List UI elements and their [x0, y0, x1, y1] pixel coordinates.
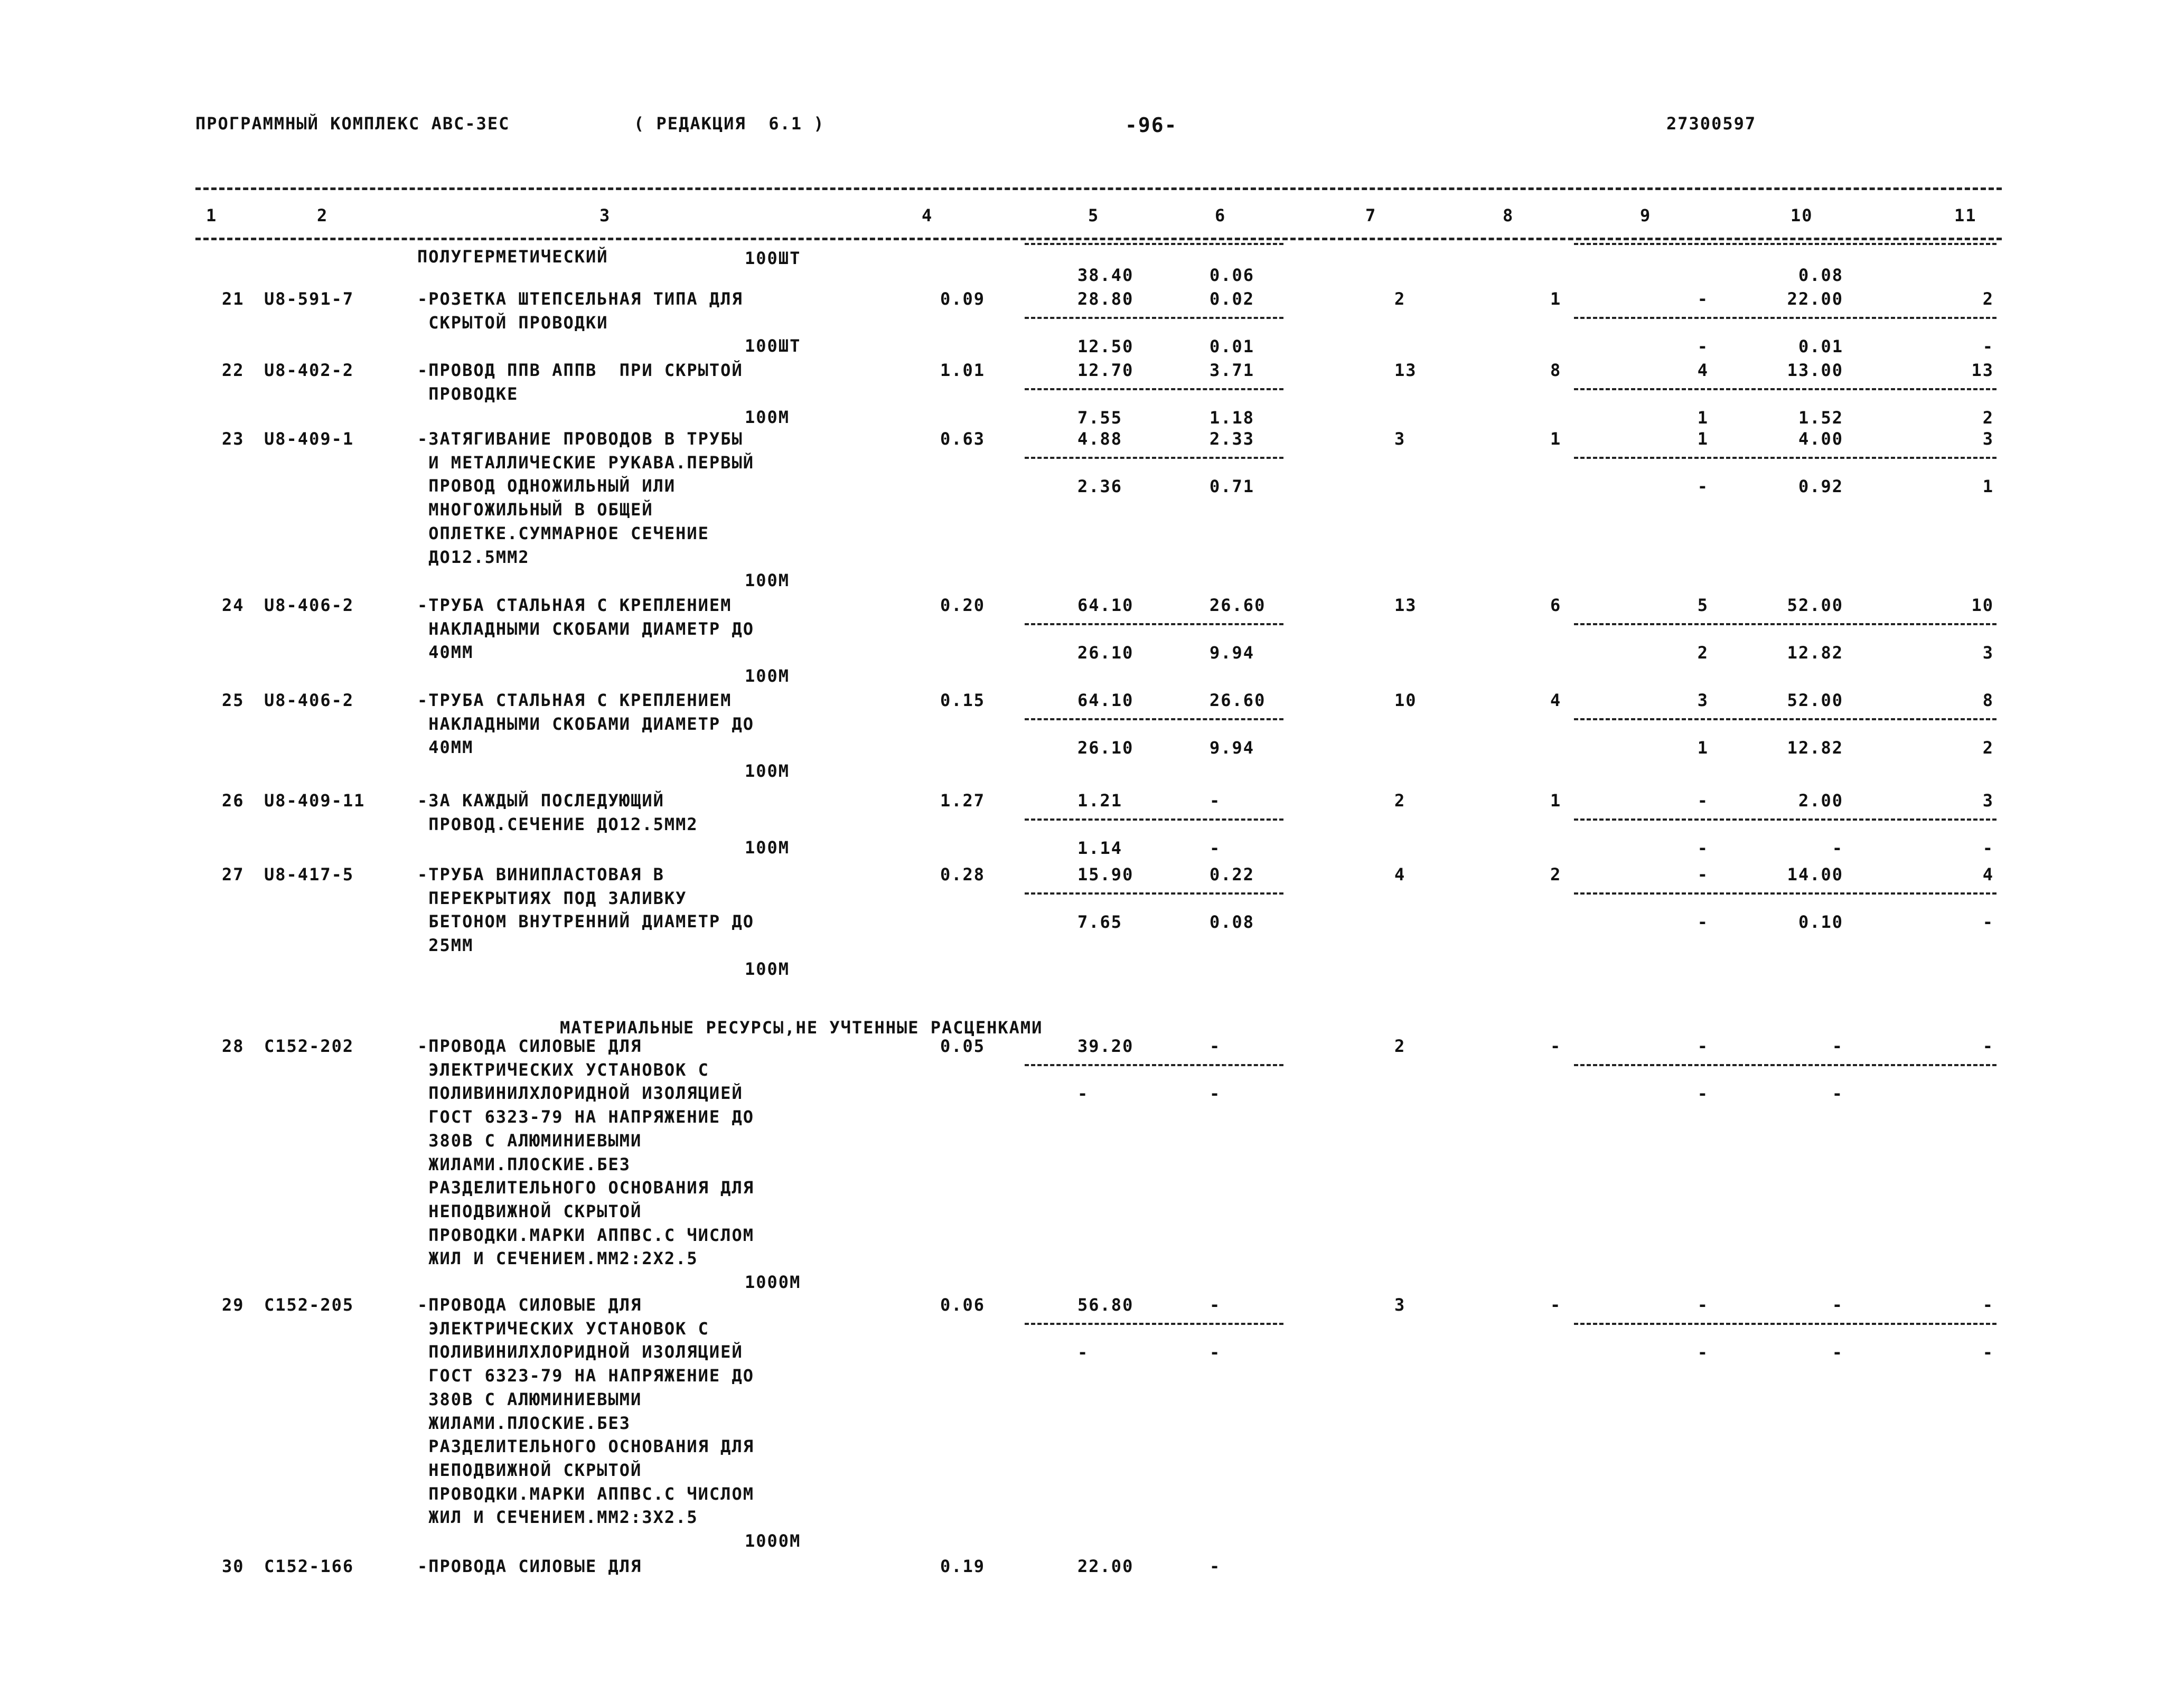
subtotal-rule	[1574, 317, 1996, 319]
unit-of-measure: 100М	[745, 666, 790, 686]
resource-code: U8-402-2	[264, 360, 354, 380]
column-header-10: 10	[1791, 205, 1813, 225]
unit-of-measure: 100М	[745, 958, 790, 979]
col8-value: 4	[1550, 690, 1562, 710]
document-code: 27300597	[1666, 114, 1757, 134]
description-line: 380В С АЛЮМИНИЕВЫМИ	[417, 1130, 642, 1151]
row-number: 26	[222, 791, 245, 811]
col7-value: 4	[1394, 864, 1406, 885]
description-line: -ПРОВОДА СИЛОВЫЕ ДЛЯ	[417, 1556, 642, 1576]
description-line: 40ММ	[417, 737, 474, 758]
row-number: 22	[222, 360, 245, 380]
col11-secondary: -	[1982, 838, 1994, 858]
subtotal-rule	[1574, 819, 1996, 821]
cost-total-secondary: 0.08	[1210, 912, 1255, 932]
subtotal-rule	[1574, 718, 1996, 720]
quantity-value: 0.15	[940, 690, 986, 710]
subtotal-rule	[1574, 457, 1996, 459]
description-line: -ПРОВОДА СИЛОВЫЕ ДЛЯ	[417, 1295, 642, 1315]
cost-total-value: 0.06	[1210, 265, 1255, 285]
description-line: ЖИЛАМИ.ПЛОСКИЕ.БЕЗ	[417, 1154, 631, 1174]
column-header-2: 2	[317, 205, 329, 225]
col11-value: 4	[1982, 864, 1994, 885]
cost-secondary: 26.10	[1077, 643, 1134, 663]
col9-secondary: -	[1697, 336, 1709, 356]
col8-value: 8	[1550, 360, 1562, 380]
col10-secondary: 0.92	[1798, 476, 1843, 496]
col9-value: 1	[1697, 429, 1709, 449]
quantity-value: 0.63	[940, 429, 986, 449]
resource-code: С152-166	[264, 1556, 354, 1576]
resource-code: U8-406-2	[264, 690, 354, 710]
quantity-value: 0.28	[940, 864, 986, 885]
description-line: ЭЛЕКТРИЧЕСКИХ УСТАНОВОК С	[417, 1318, 709, 1339]
row-number: 28	[222, 1036, 245, 1056]
col10-secondary: 12.82	[1787, 643, 1843, 663]
cost-total-secondary: 0.71	[1210, 476, 1255, 496]
description-line: -ПРОВОД ППВ АППВ ПРИ СКРЫТОЙ	[417, 360, 743, 380]
cost-value: 64.10	[1077, 595, 1134, 615]
unit-of-measure: 100ШТ	[745, 336, 801, 356]
col10-secondary: -	[1832, 1342, 1843, 1362]
description-line: ЖИЛ И СЕЧЕНИЕМ.ММ2:3Х2.5	[417, 1507, 698, 1528]
col10-value: 14.00	[1787, 864, 1843, 885]
column-header-3: 3	[599, 205, 611, 225]
description-line: ПЕРЕКРЫТИЯХ ПОД ЗАЛИВКУ	[417, 888, 687, 908]
col9-secondary: -	[1697, 912, 1709, 932]
col11-value: 13	[1971, 360, 1994, 380]
col10-value: 13.00	[1787, 360, 1843, 380]
description-line: ПРОВОДКИ.МАРКИ АППВС.С ЧИСЛОМ	[417, 1483, 754, 1504]
description-line: ГОСТ 6323-79 НА НАПРЯЖЕНИЕ ДО	[417, 1366, 754, 1386]
description-line: -ТРУБА ВИНИПЛАСТОВАЯ В	[417, 864, 664, 885]
subtotal-rule	[1574, 623, 1996, 625]
quantity-value: 0.09	[940, 289, 986, 309]
col9-secondary: 1	[1697, 408, 1709, 428]
col11-secondary: 2	[1982, 408, 1994, 428]
unit-of-measure: 1000М	[745, 1272, 801, 1292]
col9-secondary: -	[1697, 476, 1709, 496]
cost-value: 4.88	[1077, 429, 1123, 449]
col11-value: 8	[1982, 690, 1994, 710]
resource-code: С152-205	[264, 1295, 354, 1315]
col9-secondary: -	[1697, 1084, 1709, 1104]
cost-total-value: 3.71	[1210, 360, 1255, 380]
col10-value: -	[1832, 1036, 1843, 1056]
description-line: РАЗДЕЛИТЕЛЬНОГО ОСНОВАНИЯ ДЛЯ	[417, 1178, 754, 1198]
cost-total-secondary: 9.94	[1210, 738, 1255, 758]
column-header-6: 6	[1215, 205, 1226, 225]
col9-value: 3	[1697, 690, 1709, 710]
col7-value: 13	[1394, 360, 1417, 380]
subtotal-rule	[1574, 243, 1996, 245]
col7-value: 13	[1394, 595, 1417, 615]
col8-value: 2	[1550, 864, 1562, 885]
col10-value: 4.00	[1798, 429, 1843, 449]
subtotal-rule	[1025, 243, 1283, 245]
col11-value: 3	[1982, 429, 1994, 449]
col11-value: -	[1982, 1036, 1994, 1056]
description-line: ПРОВОД.СЕЧЕНИЕ ДО12.5ММ2	[417, 814, 698, 834]
description-line: НАКЛАДНЫМИ СКОБАМИ ДИАМЕТР ДО	[417, 618, 754, 639]
cost-total-value: -	[1210, 1036, 1221, 1056]
description-line: ЭЛЕКТРИЧЕСКИХ УСТАНОВОК С	[417, 1059, 709, 1080]
cost-secondary: -	[1077, 1084, 1089, 1104]
subtotal-rule	[1025, 388, 1283, 390]
resource-code: U8-406-2	[264, 595, 354, 615]
col9-value: -	[1697, 289, 1709, 309]
col10-secondary: 12.82	[1787, 738, 1843, 758]
col10-value: 22.00	[1787, 289, 1843, 309]
cost-secondary: 26.10	[1077, 738, 1134, 758]
col11-value: 10	[1971, 595, 1994, 615]
description-line: ДО12.5ММ2	[417, 547, 530, 567]
subtotal-rule	[1025, 1064, 1283, 1066]
col8-value: 1	[1550, 429, 1562, 449]
col11-secondary: -	[1982, 1342, 1994, 1362]
cost-value: 1.21	[1077, 791, 1123, 811]
subtotal-rule	[1025, 718, 1283, 720]
description-line: НЕПОДВИЖНОЙ СКРЫТОЙ	[417, 1460, 642, 1480]
description-line: -ЗА КАЖДЫЙ ПОСЛЕДУЮЩИЙ	[417, 791, 664, 811]
resource-code: U8-591-7	[264, 289, 354, 309]
column-header-9: 9	[1640, 205, 1652, 225]
col9-secondary: 2	[1697, 643, 1709, 663]
cost-secondary: -	[1077, 1342, 1089, 1362]
cost-total-secondary: 1.18	[1210, 408, 1255, 428]
row-number: 27	[222, 864, 245, 885]
col9-value: 5	[1697, 595, 1709, 615]
subtotal-rule	[1025, 457, 1283, 459]
description-line: РАЗДЕЛИТЕЛЬНОГО ОСНОВАНИЯ ДЛЯ	[417, 1436, 754, 1457]
cost-value: 22.00	[1077, 1556, 1134, 1576]
description-line: ПОЛИВИНИЛХЛОРИДНОЙ ИЗОЛЯЦИЕЙ	[417, 1083, 743, 1104]
cost-total-value: 26.60	[1210, 690, 1266, 710]
cost-total-value: -	[1210, 1556, 1221, 1576]
cost-total-value: 26.60	[1210, 595, 1266, 615]
column-header-1: 1	[206, 205, 218, 225]
cost-total-value: 2.33	[1210, 429, 1255, 449]
cost-total-secondary: -	[1210, 1342, 1221, 1362]
row-number: 25	[222, 690, 245, 710]
col7-value: 2	[1394, 289, 1406, 309]
cost-total-value: -	[1210, 1295, 1221, 1315]
col10-value: 52.00	[1787, 595, 1843, 615]
cost-value: 12.70	[1077, 360, 1134, 380]
col9-secondary: 1	[1697, 738, 1709, 758]
subtotal-rule	[1574, 388, 1996, 390]
subtotal-rule	[1025, 1323, 1283, 1325]
description-line: ЖИЛ И СЕЧЕНИЕМ.ММ2:2Х2.5	[417, 1248, 698, 1269]
description-line: ГОСТ 6323-79 НА НАПРЯЖЕНИЕ ДО	[417, 1107, 754, 1127]
column-header-8: 8	[1503, 205, 1514, 225]
subtotal-rule	[1025, 819, 1283, 821]
col7-value: 2	[1394, 1036, 1406, 1056]
subtotal-rule	[1025, 892, 1283, 895]
unit-of-measure: 1000М	[745, 1531, 801, 1551]
col10-secondary: 1.52	[1798, 408, 1843, 428]
subtotal-rule	[1025, 623, 1283, 625]
cost-total-secondary: -	[1210, 838, 1221, 858]
description-line: 25ММ	[417, 935, 474, 956]
col9-value: -	[1697, 791, 1709, 811]
resource-code: U8-409-11	[264, 791, 365, 811]
col10-value: -	[1832, 1295, 1843, 1315]
quantity-value: 0.05	[940, 1036, 986, 1056]
col7-value: 3	[1394, 429, 1406, 449]
unit-of-measure: 100М	[745, 838, 790, 858]
cost-secondary: 2.36	[1077, 476, 1123, 496]
col7-value: 2	[1394, 791, 1406, 811]
unit-of-measure: 100М	[745, 761, 790, 782]
description-line: БЕТОНОМ ВНУТРЕННИЙ ДИАМЕТР ДО	[417, 911, 754, 932]
col11-value: -	[1982, 1295, 1994, 1315]
col10-value: 0.08	[1798, 265, 1843, 285]
col7-value: 3	[1394, 1295, 1406, 1315]
quantity-value: 0.06	[940, 1295, 986, 1315]
col11-secondary: 2	[1982, 738, 1994, 758]
col8-value: 6	[1550, 595, 1562, 615]
column-header-11: 11	[1954, 205, 1977, 225]
cost-secondary: 12.50	[1077, 336, 1134, 356]
edition-label: ( РЕДАКЦИЯ 6.1 )	[634, 114, 825, 134]
subtotal-rule	[1574, 1323, 1996, 1325]
cost-secondary: 7.65	[1077, 912, 1123, 932]
cost-secondary: 1.14	[1077, 838, 1123, 858]
col8-value: -	[1550, 1036, 1562, 1056]
section-title: МАТЕРИАЛЬНЫЕ РЕСУРСЫ,НЕ УЧТЕННЫЕ РАСЦЕНКАМИ	[560, 1018, 1043, 1038]
cost-total-value: 0.22	[1210, 864, 1255, 885]
col10-secondary: -	[1832, 838, 1843, 858]
subtotal-rule	[1574, 1064, 1996, 1066]
description-line: -ТРУБА СТАЛЬНАЯ С КРЕПЛЕНИЕМ	[417, 595, 732, 615]
col11-secondary: -	[1982, 912, 1994, 932]
cost-total-secondary: -	[1210, 1084, 1221, 1104]
description-line: НЕПОДВИЖНОЙ СКРЫТОЙ	[417, 1201, 642, 1221]
col9-value: 4	[1697, 360, 1709, 380]
col7-value: 10	[1394, 690, 1417, 710]
quantity-value: 1.01	[940, 360, 986, 380]
col11-secondary: 3	[1982, 643, 1994, 663]
unit-of-measure: 100ШТ	[745, 248, 801, 268]
col8-value: 1	[1550, 289, 1562, 309]
description-line: ПРОВОДКЕ	[417, 383, 519, 404]
quantity-value: 1.27	[940, 791, 986, 811]
row-number: 30	[222, 1556, 245, 1576]
description-line: НАКЛАДНЫМИ СКОБАМИ ДИАМЕТР ДО	[417, 713, 754, 734]
col11-value: 3	[1982, 791, 1994, 811]
description-line: СКРЫТОЙ ПРОВОДКИ	[417, 312, 608, 333]
subtotal-rule	[1574, 892, 1996, 895]
description-line: ПРОВОДКИ.МАРКИ АППВС.С ЧИСЛОМ	[417, 1225, 754, 1245]
description-line: ЖИЛАМИ.ПЛОСКИЕ.БЕЗ	[417, 1413, 631, 1433]
description-line: 40ММ	[417, 642, 474, 663]
description-line: -ЗАТЯГИВАНИЕ ПРОВОДОВ В ТРУБЫ	[417, 429, 743, 449]
col11-secondary: 1	[1982, 476, 1994, 496]
cost-total-secondary: 0.01	[1210, 336, 1255, 356]
resource-code: U8-409-1	[264, 429, 354, 449]
description-line: ПРОВОД ОДНОЖИЛЬНЫЙ ИЛИ	[417, 476, 676, 496]
quantity-value: 0.19	[940, 1556, 986, 1576]
cost-value: 39.20	[1077, 1036, 1134, 1056]
col9-value: -	[1697, 1036, 1709, 1056]
col10-secondary: -	[1832, 1084, 1843, 1104]
description-line: ОПЛЕТКЕ.СУММАРНОЕ СЕЧЕНИЕ	[417, 523, 709, 543]
col10-value: 2.00	[1798, 791, 1843, 811]
cost-secondary: 7.55	[1077, 408, 1123, 428]
header-bottom-rule	[195, 238, 2002, 240]
col8-value: 1	[1550, 791, 1562, 811]
col11-secondary: -	[1982, 336, 1994, 356]
cost-value: 28.80	[1077, 289, 1134, 309]
cost-value: 38.40	[1077, 265, 1134, 285]
description-line: -РОЗЕТКА ШТЕПСЕЛЬНАЯ ТИПА ДЛЯ	[417, 289, 743, 309]
col10-secondary: 0.01	[1798, 336, 1843, 356]
description-line: -ПРОВОДА СИЛОВЫЕ ДЛЯ	[417, 1036, 642, 1056]
subtotal-rule	[1025, 317, 1283, 319]
column-header-5: 5	[1088, 205, 1100, 225]
description-line: -ТРУБА СТАЛЬНАЯ С КРЕПЛЕНИЕМ	[417, 690, 732, 710]
row-number: 29	[222, 1295, 245, 1315]
unit-of-measure: 100М	[745, 407, 790, 428]
description-line: ПОЛИВИНИЛХЛОРИДНОЙ ИЗОЛЯЦИЕЙ	[417, 1342, 743, 1362]
cost-value: 56.80	[1077, 1295, 1134, 1315]
description-line: И МЕТАЛЛИЧЕСКИЕ РУКАВА.ПЕРВЫЙ	[417, 452, 754, 473]
description-line: 380В С АЛЮМИНИЕВЫМИ	[417, 1389, 642, 1409]
resource-code: С152-202	[264, 1036, 354, 1056]
quantity-value: 0.20	[940, 595, 986, 615]
program-title: ПРОГРАММНЫЙ КОМПЛЕКС АВС-3ЕС	[195, 114, 510, 134]
page-number: -96-	[1125, 114, 1178, 137]
col10-secondary: 0.10	[1798, 912, 1843, 932]
row-number: 23	[222, 429, 245, 449]
col9-secondary: -	[1697, 838, 1709, 858]
description-line: МНОГОЖИЛЬНЫЙ В ОБЩЕЙ	[417, 500, 653, 520]
cost-value: 15.90	[1077, 864, 1134, 885]
row-number: 24	[222, 595, 245, 615]
cost-value: 64.10	[1077, 690, 1134, 710]
col10-value: 52.00	[1787, 690, 1843, 710]
cost-total-value: 0.02	[1210, 289, 1255, 309]
cost-total-secondary: 9.94	[1210, 643, 1255, 663]
col9-secondary: -	[1697, 1342, 1709, 1362]
col9-value: -	[1697, 864, 1709, 885]
description-line: ПОЛУГЕРМЕТИЧЕСКИЙ	[417, 247, 608, 267]
col9-value: -	[1697, 1295, 1709, 1315]
col11-value: 2	[1982, 289, 1994, 309]
header-top-rule	[195, 187, 2002, 190]
column-header-4: 4	[922, 205, 933, 225]
col8-value: -	[1550, 1295, 1562, 1315]
unit-of-measure: 100М	[745, 570, 790, 591]
column-header-7: 7	[1365, 205, 1377, 225]
resource-code: U8-417-5	[264, 864, 354, 885]
row-number: 21	[222, 289, 245, 309]
cost-total-value: -	[1210, 791, 1221, 811]
